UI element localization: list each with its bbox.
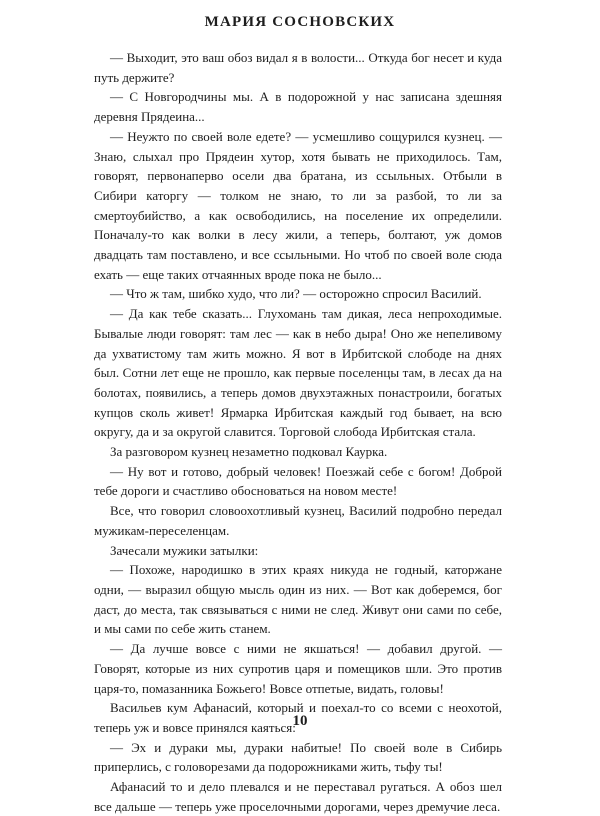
paragraph: За разговором кузнец незаметно подковал Каурка. <box>110 444 388 460</box>
paragraph: — Что ж там, шибко худо, что ли? — осторожно спросил Василий. <box>110 286 482 302</box>
paragraph: — Эх и дураки мы, дураки набитые! По своей воле в Сибирь приперлись, с головорезами да подорожниками жить, тьфу ты! <box>94 739 502 775</box>
text-body <box>94 48 502 816</box>
paragraph: Васильев кум Афанасий, который и поехал-то со всеми с неохотой, теперь уж и вовсе принялся каяться: <box>94 700 502 735</box>
page-number: 10 <box>292 713 308 729</box>
paragraph: Афанасий то и дело плевался и не переставал ругаться. А обоз шел все дальше — теперь уже проселочными дорогами, через дремучие леса. <box>94 779 502 814</box>
paragraph: — Выходит, это ваш обоз видал я в волости... Откуда бог несет и куда путь держите? <box>94 50 502 85</box>
paragraph: — Да лучше вовсе с ними не якшаться! — добавил другой. — Говорят, которые из них супротив царя и помещиков шли. Это против царя-то, помазанника Божьего! Вовсе отпетые, видать, головы! <box>94 641 502 696</box>
paragraph: — Неужто по своей воле едете? — усмешливо сощурился кузнец. — Знаю, слыхал про Прядеин хутор, хотя бывать не приходилось. Там, говорят, первонаперво осели два братана, из ссыльных. Отбыли в Сибири каторгу — толком не знаю, то ли за разбой, то ли за смертоубийство, а как освободились, на поселение их определили. Поначалу-то как волки в лесу жили, а теперь, болтают, уж домов двадцать там поставлено, и все ссыльными. Но чтоб по своей воле сюда ехать — еще таких отчаянных вроде пока не было... <box>94 128 502 282</box>
paragraph: — Да как тебе сказать... Глухомань там дикая, леса непроходимые. Бывалые люди говорят: там лес — как в небо дыра! Оно же непеливому да ухватистому там жить можно. Я вот в Ирбитской слободе на днях был. Сотни лет еще не прошло, как первые поселенцы там, в лесах да на болотах, появились, а теперь домов двухэтажных понастроили, богатых купцов сколь живет! Ярмарка Ирбитская каждый год бывает, на всю округу, да и за округой славится. Торговой слобода Ирбитская стала. <box>94 306 502 440</box>
paragraph: — С Новгородчины мы. А в подорожной у нас записана здешняя деревня Прядеина... <box>94 89 502 125</box>
running-header: МАРИЯ СОСНОВСКИХ <box>204 14 396 30</box>
paragraph: Все, что говорил словоохотливый кузнец, Василий подробно передал мужикам-переселенцам. <box>94 503 502 538</box>
paragraph: — Ну вот и готово, добрый человек! Поезжай себе с богом! Доброй тебе дороги и счастливо обосноваться на новом месте! <box>94 463 502 499</box>
paragraph: — Похоже, народишко в этих краях никуда не годный, каторжане одни, — выразил общую мысль один из них. — Вот как доберемся, бог даст, до места, так связываться с ними не след. Живут они сами по себе, и мы сами по себе жить станем. <box>94 562 502 637</box>
paragraph: Зачесали мужики затылки: <box>110 542 259 558</box>
